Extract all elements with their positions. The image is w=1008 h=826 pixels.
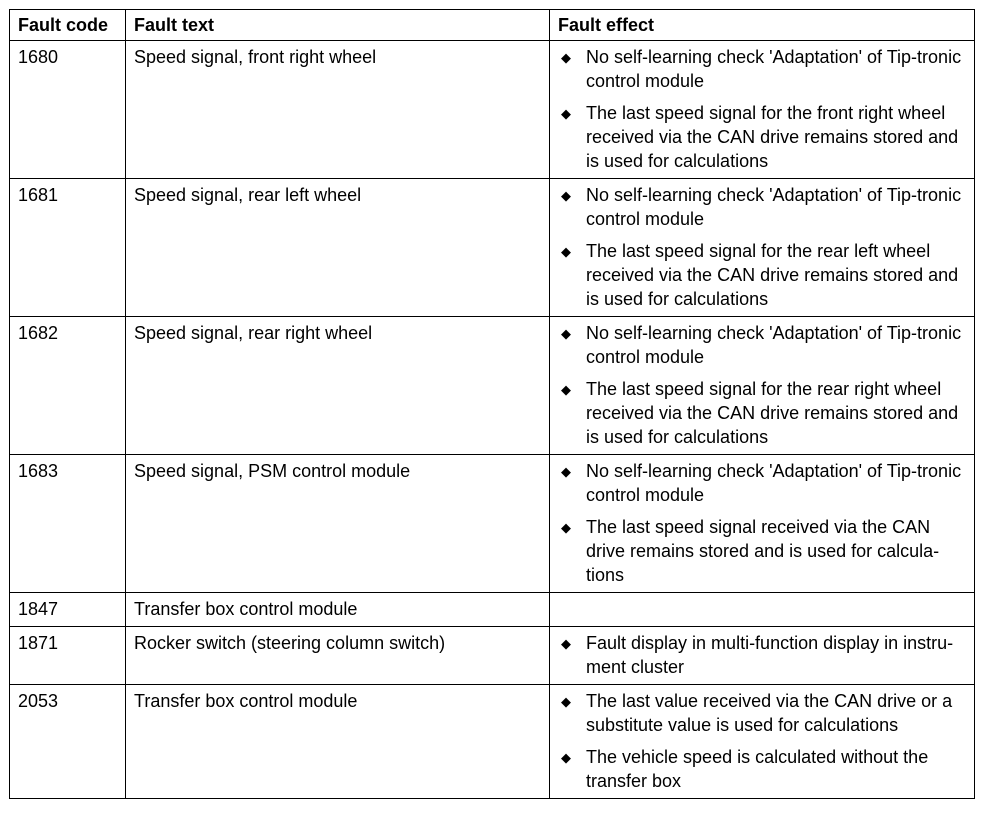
fault-effect-cell <box>550 179 975 317</box>
fault-effect-text: The last speed signal for the rear left wheel received via the CAN drive remains stored and is used for calculations <box>586 241 959 309</box>
fault-effect-list <box>558 689 966 793</box>
diamond-bullet-icon: ◆ <box>561 106 571 121</box>
diamond-bullet-icon: ◆ <box>561 464 571 479</box>
table-body <box>10 41 975 799</box>
fault-effect-text: No self-learning check 'Adaptation' of Tip-tronic control module <box>586 185 962 229</box>
list-item <box>558 689 966 737</box>
fault-effect-text: The last speed signal for the front right wheel received via the CAN drive remains stored and is used for calculations <box>586 103 959 171</box>
list-item <box>558 745 966 793</box>
fault-text-cell: Rocker switch (steering column switch) <box>126 627 550 685</box>
fault-effect-text: The vehicle speed is calculated without the transfer box <box>586 747 929 791</box>
fault-code-cell: 1871 <box>10 627 126 685</box>
fault-effect-list <box>558 183 966 311</box>
diamond-bullet-icon: ◆ <box>561 750 571 765</box>
diamond-bullet-icon: ◆ <box>561 636 571 651</box>
header-fault-text: Fault text <box>126 10 550 41</box>
diamond-bullet-icon: ◆ <box>561 520 571 535</box>
table-row <box>10 627 975 685</box>
table-header-row <box>10 10 975 41</box>
fault-text-cell: Speed signal, rear right wheel <box>126 317 550 455</box>
fault-text-cell: Speed signal, PSM control module <box>126 455 550 593</box>
table-row <box>10 685 975 799</box>
table-row <box>10 179 975 317</box>
list-item <box>558 239 966 311</box>
list-item <box>558 101 966 173</box>
fault-effect-cell <box>550 627 975 685</box>
fault-text-cell: Speed signal, front right wheel <box>126 41 550 179</box>
list-item <box>558 631 966 679</box>
fault-text-cell: Transfer box control module <box>126 685 550 799</box>
list-item <box>558 183 966 231</box>
fault-effect-text: Fault display in multi-function display in instru-ment cluster <box>586 633 954 677</box>
fault-code-cell: 1847 <box>10 593 126 627</box>
table-row <box>10 455 975 593</box>
fault-effect-cell <box>550 593 975 627</box>
fault-code-cell: 1682 <box>10 317 126 455</box>
fault-effect-list <box>558 459 966 587</box>
fault-effect-cell <box>550 685 975 799</box>
fault-effect-cell <box>550 455 975 593</box>
diamond-bullet-icon: ◆ <box>561 694 571 709</box>
diamond-bullet-icon: ◆ <box>561 382 571 397</box>
diamond-bullet-icon: ◆ <box>561 326 571 341</box>
fault-effect-text: No self-learning check 'Adaptation' of Tip-tronic control module <box>586 323 962 367</box>
fault-effect-cell <box>550 41 975 179</box>
fault-effect-text: The last speed signal received via the CAN drive remains stored and is used for calcula-tions <box>586 517 940 585</box>
table-row <box>10 317 975 455</box>
fault-effect-cell <box>550 317 975 455</box>
fault-effect-list <box>558 321 966 449</box>
diamond-bullet-icon: ◆ <box>561 188 571 203</box>
list-item <box>558 321 966 369</box>
header-fault-effect: Fault effect <box>550 10 975 41</box>
table-row <box>10 593 975 627</box>
fault-code-cell: 1680 <box>10 41 126 179</box>
fault-effect-text: No self-learning check 'Adaptation' of Tip-tronic control module <box>586 461 962 505</box>
list-item <box>558 45 966 93</box>
list-item <box>558 515 966 587</box>
header-fault-code: Fault code <box>10 10 126 41</box>
fault-code-cell: 1683 <box>10 455 126 593</box>
list-item <box>558 459 966 507</box>
fault-code-cell: 1681 <box>10 179 126 317</box>
fault-effect-list <box>558 631 966 679</box>
fault-effect-text: The last speed signal for the rear right wheel received via the CAN drive remains stored and is used for calculations <box>586 379 959 447</box>
fault-effect-text: The last value received via the CAN drive or a substitute value is used for calculations <box>586 691 953 735</box>
list-item <box>558 377 966 449</box>
fault-text-cell: Transfer box control module <box>126 593 550 627</box>
table-row <box>10 41 975 179</box>
diamond-bullet-icon: ◆ <box>561 244 571 259</box>
fault-code-table <box>9 9 975 799</box>
fault-effect-text: No self-learning check 'Adaptation' of Tip-tronic control module <box>586 47 962 91</box>
fault-effect-list <box>558 45 966 173</box>
diamond-bullet-icon: ◆ <box>561 50 571 65</box>
fault-text-cell: Speed signal, rear left wheel <box>126 179 550 317</box>
fault-code-cell: 2053 <box>10 685 126 799</box>
